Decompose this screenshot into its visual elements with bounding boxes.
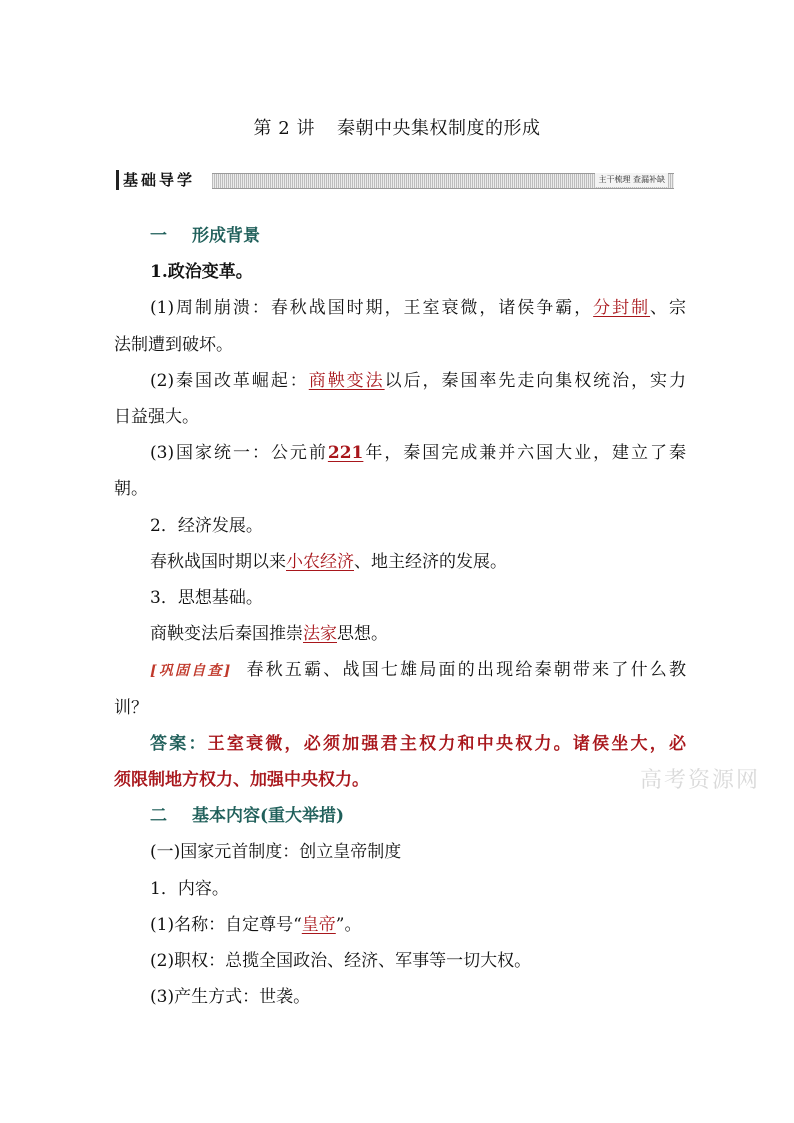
blank-answer: 221 (327, 443, 364, 464)
section-heading-1: 一 形成背景 (150, 226, 260, 246)
document-body (114, 218, 686, 1015)
subsection-head: (一)国家元首制度：创立皇帝制度 (150, 842, 402, 863)
answer-cont: 须限制地方权力、加强中央权力。 (114, 770, 369, 791)
self-check-question-cont: 训？ (114, 697, 148, 718)
item-name: (1)名称：自定尊号“皇帝”。 (150, 914, 362, 935)
blank-answer: 分封制 (593, 298, 651, 319)
item-3: 商鞅变法后秦国推崇法家思想。 (150, 624, 388, 645)
item-1-3-cont: 朝。 (114, 479, 148, 500)
heading-ideology: 3．思想基础。 (150, 588, 263, 609)
item-succession: (3)产生方式：世袭。 (150, 987, 311, 1008)
blank-answer: 法家 (303, 624, 337, 645)
banner-label: 基础导学 (116, 170, 208, 190)
page-title (0, 114, 794, 140)
answer-label: 答案： (150, 733, 208, 754)
section-banner (116, 170, 674, 190)
banner-subtitle: 主干梳理 查漏补缺 (595, 173, 668, 187)
self-check-question: [巩固自查] 春秋五霸、战国七雄局面的出现给秦朝带来了什么教 (150, 660, 687, 681)
blank-answer: 小农经济 (286, 551, 354, 572)
item-1-1-cont: 法制遭到破坏。 (114, 334, 233, 355)
content-head: 1．内容。 (150, 878, 229, 899)
watermark: 高考资源网 (640, 768, 761, 793)
blank-answer: 皇帝 (301, 914, 336, 935)
heading-political: 1.政治变革。 (150, 262, 253, 283)
item-1-1: (1)周制崩溃：春秋战国时期，王室衰微，诸侯争霸，分封制、宗 (150, 298, 687, 319)
item-1-2: (2)秦国改革崛起：商鞅变法以后，秦国率先走向集权统治，实力 (150, 370, 687, 391)
answer: 答案：王室衰微，必须加强君主权力和中央权力。诸侯坐大，必 (150, 733, 687, 754)
blank-answer: 商鞅变法 (308, 370, 385, 391)
section-heading-2: 二 基本内容(重大举措) (150, 806, 345, 827)
self-check-tag: [巩固自查] (150, 663, 231, 680)
item-1-3: (3)国家统一：公元前221年，秦国完成兼并六国大业，建立了秦 (150, 443, 686, 464)
heading-economic: 2．经济发展。 (150, 515, 263, 536)
item-1-2-cont: 日益强大。 (114, 407, 199, 428)
item-powers: (2)职权：总揽全国政治、经济、军事等一切大权。 (150, 951, 532, 972)
lesson-name: 秦朝中央集权制度的形成 (336, 118, 541, 139)
item-2: 春秋战国时期以来小农经济、地主经济的发展。 (150, 551, 507, 572)
lesson-number: 第 2 讲 (253, 118, 315, 139)
